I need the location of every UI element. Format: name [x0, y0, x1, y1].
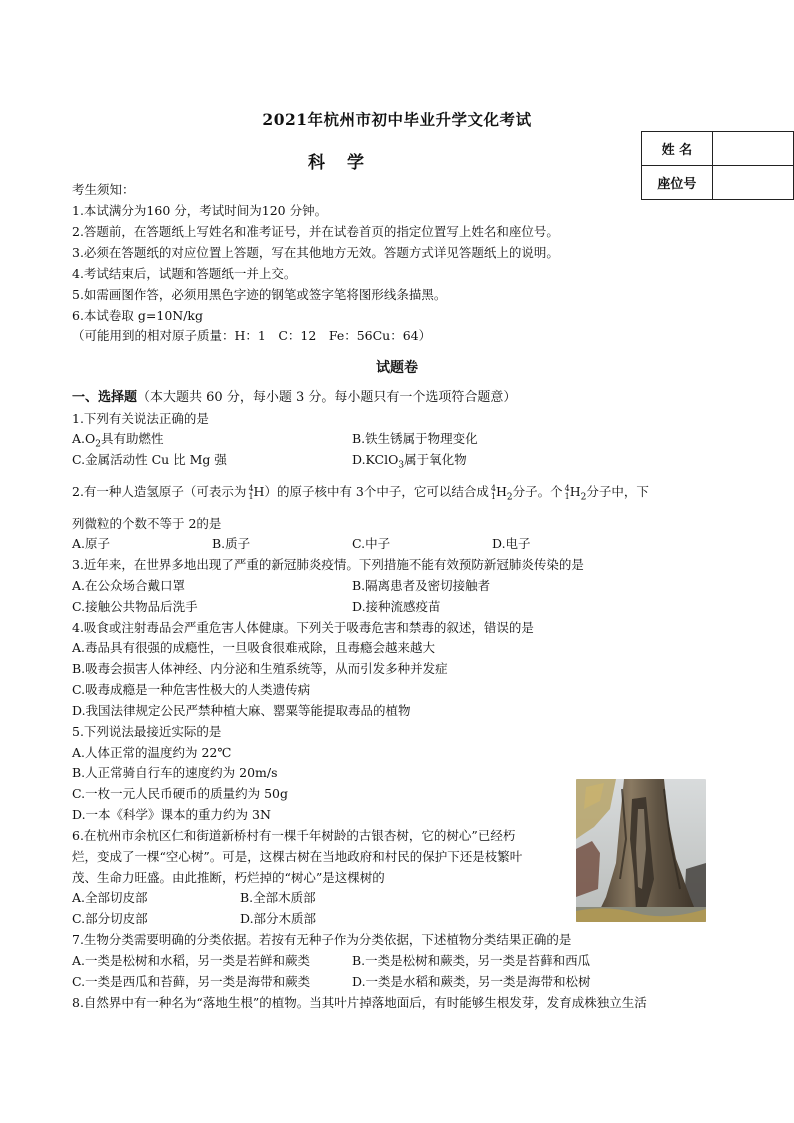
subject-title: 科学	[308, 153, 386, 173]
question-stem: 4.吸食或注射毒品会严重危害人体健康。下列关于吸毒危害和禁毒的叙述，错误的是	[72, 620, 534, 635]
option-b: B.人正常骑自行车的速度约为 20m/s	[72, 765, 278, 780]
seat-label: 座位号	[642, 166, 713, 200]
option-a: A.毒品具有很强的成瘾性，一旦吸食很难戒除，且毒瘾会越来越大	[72, 640, 436, 655]
notice-item: 2.答题前，在答题纸上写姓名和准考证号，并在试卷首页的指定位置写上姓名和座位号。	[72, 224, 559, 239]
option-a: A.一类是松树和水稻，另一类是若鲜和蕨类	[72, 953, 311, 968]
question-stem-cont: 茂、生命力旺盛。由此推断，朽烂掉的“树心”是这棵树的	[72, 870, 385, 885]
option-b: B.吸毒会损害人体神经、内分泌和生殖系统等，从而引发多种并发症	[72, 661, 448, 676]
option-a: A.人体正常的温度约为 22℃	[72, 745, 232, 760]
question-stem: 6.在杭州市余杭区仁和街道新桥村有一棵千年树龄的古银杏树，它的树心”已经朽	[72, 828, 516, 843]
option-d: D.一本《科学》课本的重力约为 3N	[72, 807, 271, 822]
question-stem-cont: 列微粒的个数不等于 2的是	[72, 516, 222, 531]
option-c: C.一枚一元人民币硬币的质量约为 50g	[72, 786, 288, 801]
option-a: $A.O_2$具有助燃性	[72, 431, 164, 450]
name-field[interactable]	[712, 132, 793, 166]
option-c: C.一类是西瓜和苔藓，另一类是海带和蕨类	[72, 974, 311, 989]
notice-item: 3.必须在答题纸的对应位置上答题，写在其他地方无效。答题方式详见答题纸上的说明。	[72, 245, 559, 260]
option-d: D.一类是水稻和蕨类，另一类是海带和松树	[352, 974, 591, 989]
question-stem: 1.下列有关说法正确的是	[72, 411, 209, 426]
notice-item: 1.本试满分为160 分，考试时间为120 分钟。	[72, 203, 328, 218]
question-stem-cont: 烂，变成了一棵“空心树”。可是，这棵古树在当地政府和村民的保护下还是枝繁叶	[72, 849, 523, 864]
option-b: B.全部木质部	[240, 890, 316, 905]
ginkgo-tree-photo-icon	[576, 779, 706, 922]
part-heading	[72, 388, 516, 408]
option-b: B.质子	[212, 536, 251, 551]
option-d: D.我国法律规定公民严禁种植大麻、罂粟等能提取毒品的植物	[72, 703, 411, 718]
option-d: D.电子	[492, 536, 531, 551]
option-c: C.吸毒成瘾是一种危害性极大的人类遗传病	[72, 682, 311, 697]
option-d: D.接种流感疫苗	[352, 599, 441, 614]
question-stem: 3.近年来，在世界多地出现了严重的新冠肺炎疫情。下列措施不能有效预防新冠肺炎传染的是	[72, 557, 584, 572]
seat-field[interactable]	[712, 166, 793, 200]
option-c: C.金属活动性 Cu 比 Mg 强	[72, 452, 227, 467]
option-b: B.铁生锈属于物理变化	[352, 431, 478, 446]
section-title: 试题卷	[376, 360, 418, 376]
part-label: 一、选择题	[72, 390, 138, 405]
option-d: D.KClO$_3$属于氧化物	[352, 452, 467, 471]
notice-item: 6.本试卷取 g=10N/kg	[72, 308, 204, 323]
notice-heading: 考生须知：	[72, 182, 135, 197]
name-label: 姓 名	[642, 132, 713, 166]
part-desc: （本大题共 60 分，每小题 3 分。每小题只有一个选项符合题意）	[137, 390, 517, 405]
option-d: D.部分木质部	[240, 911, 317, 926]
notice-item: 4.考试结束后，试题和答题纸一并上交。	[72, 266, 297, 281]
question-stem: 7.生物分类需要明确的分类依据。若按有无种子作为分类依据，下述植物分类结果正确的是	[72, 932, 572, 947]
option-a: A.在公众场合戴口罩	[72, 578, 186, 593]
option-b: B.一类是松树和蕨类，另一类是苔藓和西瓜	[352, 953, 591, 968]
option-a: A.全部切皮部	[72, 890, 148, 905]
option-c: C.中子	[352, 536, 391, 551]
notice-item: 5.如需画图作答，必须用黑色字迹的钢笔或签字笔将图形线条描黑。	[72, 287, 447, 302]
question-stem: 8.自然界中有一种名为“落地生根”的植物。当其叶片掉落地面后，有时能够生根发芽，发育成株独立生活	[72, 995, 647, 1010]
option-c: C.接触公共物品后洗手	[72, 599, 198, 614]
option-b: B.隔离患者及密切接触者	[352, 578, 491, 593]
atomic-masses: （可能用到的相对原子质量：H：1 C：12 Fe：56Cu：64）	[72, 328, 432, 343]
question-stem: 5.下列说法最接近实际的是	[72, 724, 222, 739]
option-c: C.部分切皮部	[72, 911, 148, 926]
candidate-info-table	[641, 131, 794, 200]
question-stem: 2.有一种人造氢原子（可表示为 4 1 H）的原子核中有 3个中子，它可以结合成 4 1 $H_2$分子。个 4 1 $H_2$分子中，下	[72, 483, 649, 503]
option-a: A.原子	[72, 536, 111, 551]
exam-title: 2021年杭州市初中毕业升学文化考试	[262, 110, 532, 129]
